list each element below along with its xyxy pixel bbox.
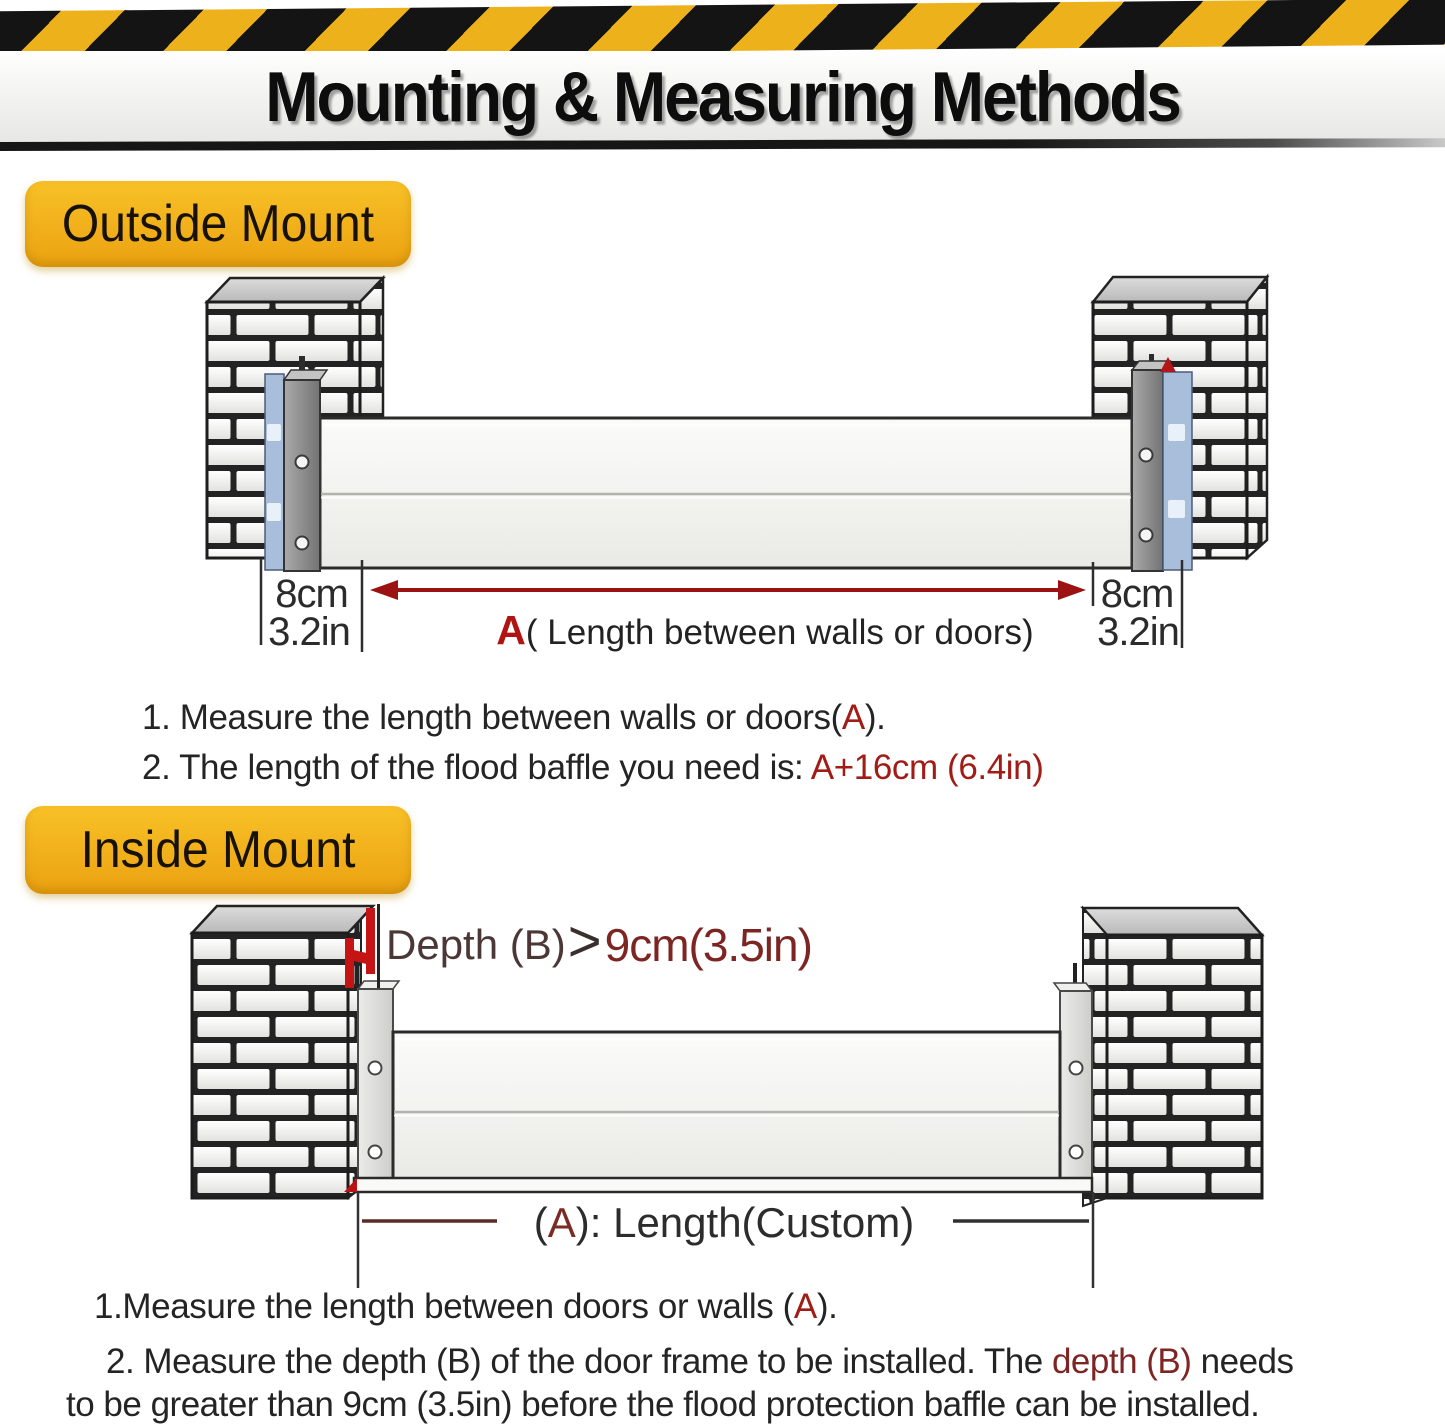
bottom-sill: [354, 1178, 1092, 1192]
length-formula: A+16cm (6.4in): [810, 748, 1044, 787]
screw-icon: [369, 1062, 382, 1075]
inside-flood-barrier-panel: [344, 1032, 1092, 1192]
inside-mount-badge: [25, 806, 411, 894]
right-overlap-in-label: 3.2in: [1097, 610, 1179, 654]
depth-requirement-label: Depth (B) > 9cm(3.5in): [386, 909, 812, 974]
screw-icon: [369, 1146, 382, 1159]
custom-length-label: (A): Length(Custom): [533, 1199, 915, 1246]
screw-icon: [1070, 1062, 1083, 1075]
screw-icon: [1140, 529, 1153, 542]
outside-right-rail: [1160, 357, 1192, 570]
outside-step-2: 2. The length of the flood baffle you need is: A+16cm (6.4in): [142, 748, 1044, 787]
outside-mount-badge-label: Outside Mount: [61, 195, 375, 253]
screw-icon: [296, 456, 309, 469]
screw-icon: [1070, 1146, 1083, 1159]
span-length-a: A: [496, 607, 526, 653]
inside-step-2-line-2: to be greater than 9cm (3.5in) before the flood protection baffle can be installed.: [66, 1385, 1260, 1424]
span-length-text: ( Length between walls or doors): [525, 613, 1034, 652]
left-overlap-cm-label: 8cm: [275, 572, 348, 616]
right-overlap-cm-label: 8cm: [1100, 572, 1174, 616]
outside-left-bracket: [284, 356, 327, 571]
title-band: [0, 51, 1445, 143]
inside-step-2-line-1: 2. Measure the depth (B) of the door frame to be installed. The depth (B) needs: [106, 1342, 1294, 1381]
screw-icon: [1140, 449, 1153, 462]
outside-step-1: 1. Measure the length between walls or doors(A).: [142, 698, 886, 737]
span-length-label: [445, 607, 1085, 654]
greater-than-symbol: >: [567, 909, 602, 974]
page-title: Mounting & Measuring Methods: [265, 57, 1180, 137]
inside-right-wall: [1083, 908, 1262, 1206]
screw-icon: [296, 537, 309, 550]
inside-mount-badge-label: Inside Mount: [80, 821, 356, 879]
span-arrow: [370, 580, 1086, 600]
outside-mount-badge: [25, 181, 411, 267]
outside-flood-barrier-panel: [320, 418, 1132, 568]
inside-step-1: 1.Measure the length between doors or walls (A).: [94, 1287, 838, 1326]
outside-left-rail: [265, 374, 284, 570]
left-overlap-in-label: 3.2in: [268, 610, 350, 654]
